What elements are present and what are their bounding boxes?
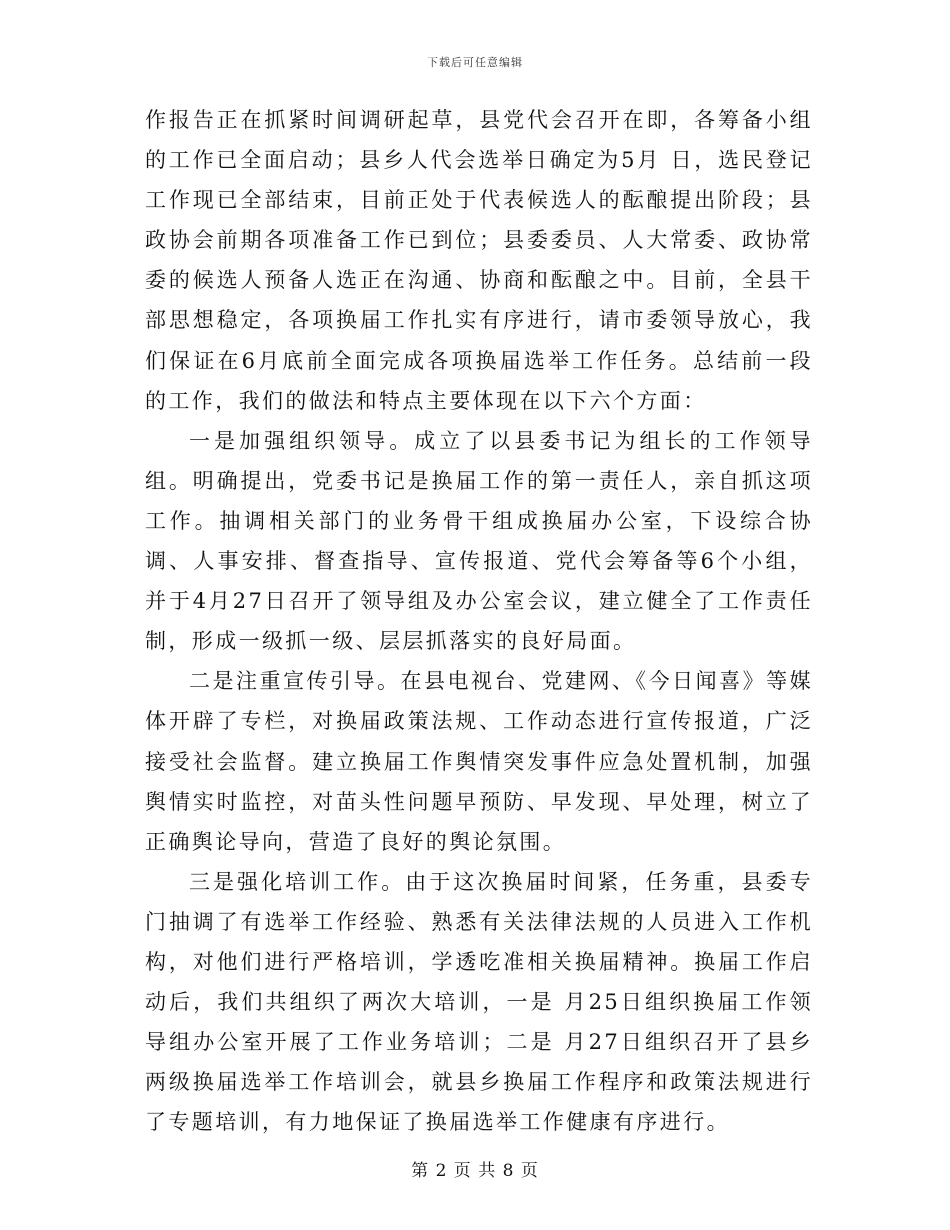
page-number: 第 2 页 共 8 页	[411, 1161, 539, 1181]
paragraph-organization-leadership: 一是加强组织领导。成立了以县委书记为组长的工作领导组。明确提出，党委书记是换届工作的第一责任人，亲自抓这项工作。抽调相关部门的业务骨干组成换届办公室，下设综合协调、人事安排、督查指导、宣传报道、党代会筹备等6个小组，并于4月27日召开了领导组及办公室会议，建立健全了工作责任制，形成一级抓一级、层层抓落实的良好局面。	[145, 428, 813, 654]
paragraph-continuation: 作报告正在抓紧时间调研起草，县党代会召开在即，各筹备小组的工作已全面启动；县乡人代会选举日确定为5月 日，选民登记工作现已全部结束，目前正处于代表候选人的酝酿提出阶段；县政协会前期各项准备工作已到位；县委委员、人大常委、政协常委的候选人预备人选正在沟通、协商和酝酿之中。目前，全县干部思想稳定，各项换届工作扎实有序进行，请市委领导放心，我们保证在6月底前全面完成各项换届选举工作任务。总结前一段的工作，我们的做法和特点主要体现在以下六个方面：	[145, 108, 813, 413]
page-header: 下载后可任意编辑	[427, 56, 523, 69]
paragraph-publicity-guidance: 二是注重宣传引导。在县电视台、党建网、《今日闻喜》等媒体开辟了专栏，对换届政策法规、工作动态进行宣传报道，广泛接受社会监督。建立换届工作舆情突发事件应急处置机制，加强舆情实时监控，对苗头性问题早预防、早发现、早处理，树立了正确舆论导向，营造了良好的舆论氛围。	[145, 669, 813, 854]
body-text	[145, 100, 813, 1142]
paragraph-training-work: 三是强化培训工作。由于这次换届时间紧，任务重，县委专门抽调了有选举工作经验、熟悉有关法律法规的人员进入工作机构，对他们进行严格培训，学透吃准相关换届精神。换届工作启动后，我们共组织了两次大培训，一是 月25日组织换届工作领导组办公室开展了工作业务培训；二是 月27日组织召开了县乡两级换届选举工作培训会，就县乡换届工作程序和政策法规进行了专题培训，有力地保证了换届选举工作健康有序进行。	[145, 869, 813, 1135]
